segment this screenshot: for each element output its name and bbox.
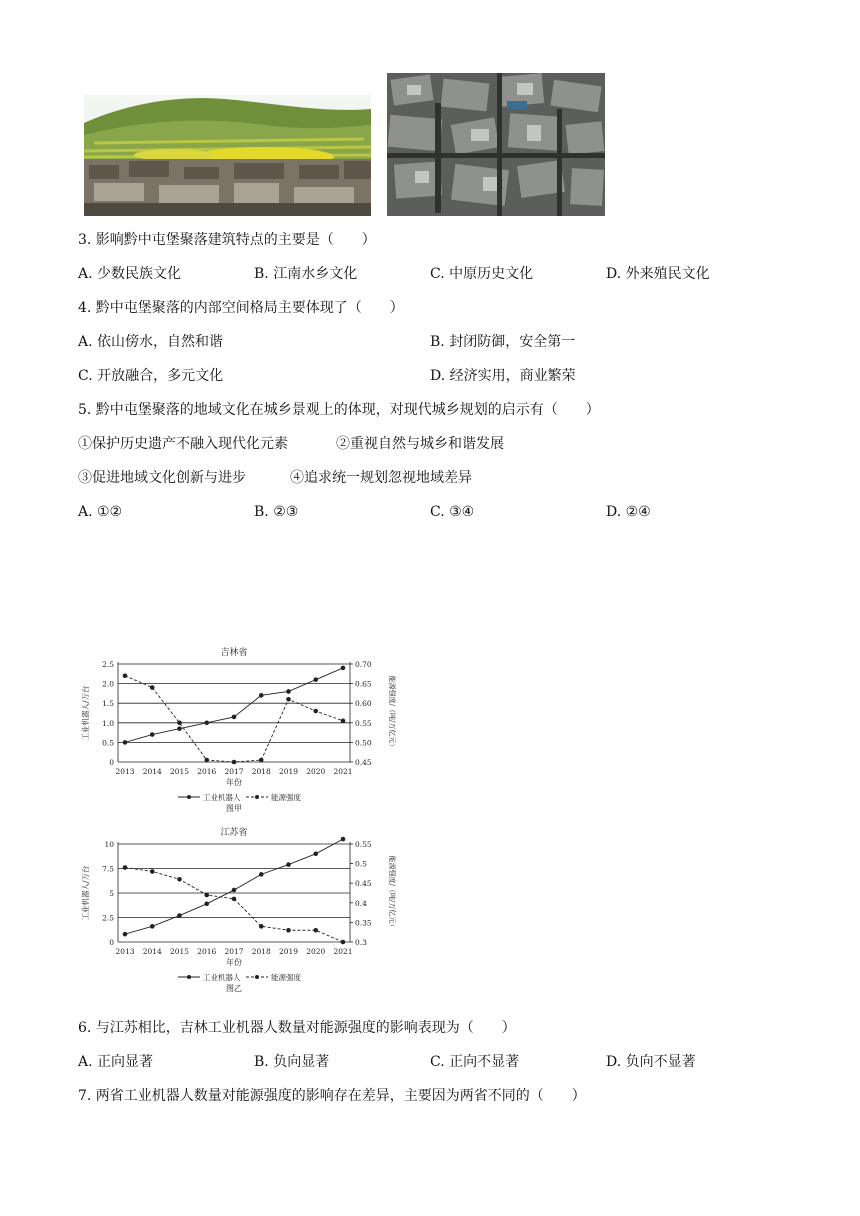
chart2-series-point-energy <box>286 928 291 933</box>
chart2-series-point-energy <box>177 877 182 882</box>
chart1-series-point-robots <box>123 740 128 745</box>
chart1-legend-label-robots: 工业机器人 <box>203 793 241 802</box>
chart2-series-line-energy <box>125 868 343 942</box>
question-5-item-3: ③促进地域文化创新与进步 <box>78 470 246 486</box>
chart2-y-right-tick-label: 0.55 <box>355 840 372 849</box>
chart1-series-point-robots <box>286 689 291 694</box>
chart2-series-line-robots <box>125 839 343 934</box>
question-5-option-d[interactable]: D. ②④ <box>606 504 651 520</box>
chart1-series-point-robots <box>204 721 209 726</box>
chart1-x-tick-label: 2018 <box>251 767 271 776</box>
chart2-series-point-energy <box>259 924 264 929</box>
question-6-stem: 6. 与江苏相比，吉林工业机器人数量对能源强度的影响表现为（ ） <box>78 1020 516 1036</box>
question-5-option-b[interactable]: B. ②③ <box>254 504 299 520</box>
chart1-series-point-energy <box>259 758 264 763</box>
chart1-y-left-tick-label: 0.5 <box>102 738 114 748</box>
question-6-option-a[interactable]: A. 正向显著 <box>78 1054 154 1070</box>
question-3-option-b[interactable]: B. 江南水乡文化 <box>254 266 358 282</box>
question-7-stem: 7. 两省工业机器人数量对能源强度的影响存在差异，主要因为两省不同的（ ） <box>78 1088 586 1104</box>
chart2-x-tick-label: 2021 <box>333 947 353 956</box>
chart1-series-point-energy <box>313 709 318 714</box>
chart2-series-point-energy <box>123 865 128 870</box>
question-3-option-c[interactable]: C. 中原历史文化 <box>430 266 534 282</box>
chart1-y-left-tick-label: 2.5 <box>102 660 114 669</box>
chart1-series-point-energy <box>232 760 237 765</box>
question-4-option-b[interactable]: B. 封闭防御，安全第一 <box>430 334 576 350</box>
question-6-option-c[interactable]: C. 正向不显著 <box>430 1054 520 1070</box>
chart2-x-tick-label: 2019 <box>278 947 299 956</box>
chart2-x-tick-label: 2020 <box>306 947 326 956</box>
chart1-series-point-robots <box>150 732 155 737</box>
chart2-series-point-energy <box>204 893 209 898</box>
chart1-y-right-tick-label: 0.60 <box>355 699 372 709</box>
chart1-y-left-axis-label: 工业机器人/万台 <box>81 685 90 741</box>
chart2-legend-marker-robots <box>187 975 191 979</box>
chart1-series-point-energy <box>286 697 291 702</box>
chart1-legend-label-energy: 能源强度 <box>271 793 301 802</box>
question-6-option-b[interactable]: B. 负向显著 <box>254 1054 330 1070</box>
chart1-y-left-tick-label: 1.5 <box>102 699 114 709</box>
chart1-legend-marker-energy <box>255 795 259 799</box>
chart1-series-point-energy <box>341 719 346 724</box>
chart2-y-right-tick-label: 0.45 <box>355 879 372 889</box>
chart2-y-left-tick-label: 5 <box>109 889 114 898</box>
chart-jiangsu <box>78 822 408 1002</box>
question-5-option-c[interactable]: C. ③④ <box>430 504 475 520</box>
chart1-y-right-tick-label: 0.70 <box>355 660 372 669</box>
chart2-x-tick-label: 2014 <box>142 947 162 956</box>
chart1-x-axis-label: 年份 <box>226 778 242 787</box>
chart1-x-tick-label: 2020 <box>306 767 326 776</box>
question-5-item-1: ①保护历史遗产不融入现代化元素 <box>78 436 288 452</box>
question-5-option-a[interactable]: A. ①② <box>78 504 123 520</box>
chart1-x-tick-label: 2016 <box>197 767 217 776</box>
question-5-item-2: ②重视自然与城乡和谐发展 <box>336 436 504 452</box>
chart1-y-right-tick-label: 0.45 <box>355 758 372 767</box>
chart-jilin <box>78 642 408 822</box>
chart1-y-right-axis-label: 能源强度/（吨/万亿元） <box>388 675 396 751</box>
chart1-series-point-energy <box>123 673 128 678</box>
chart1-series-point-robots <box>259 693 264 698</box>
chart2-series-point-robots <box>204 901 209 906</box>
chart1-x-tick-label: 2019 <box>278 767 299 776</box>
chart2-legend-label-robots: 工业机器人 <box>203 973 241 982</box>
chart2-series-point-robots <box>341 837 346 842</box>
chart2-y-left-tick-label: 7.5 <box>102 864 114 874</box>
chart1-y-left-tick-label: 2.0 <box>102 679 114 689</box>
chart2-y-right-tick-label: 0.3 <box>355 938 367 947</box>
chart2-legend-label-energy: 能源强度 <box>271 973 301 982</box>
question-6-option-d[interactable]: D. 负向不显著 <box>606 1054 696 1070</box>
chart2-series-point-robots <box>259 872 264 877</box>
chart2-y-left-axis-label: 工业机器人/万台 <box>81 865 90 921</box>
chart1-y-left-tick-label: 0 <box>109 758 114 767</box>
chart2-series-point-energy <box>150 869 155 874</box>
chart2-legend-marker-energy <box>255 975 259 979</box>
question-3-stem: 3. 影响黔中屯堡聚落建筑特点的主要是（ ） <box>78 232 376 248</box>
chart1-series-point-energy <box>150 685 155 690</box>
chart2-y-right-tick-label: 0.35 <box>355 918 372 928</box>
chart1-series-point-energy <box>177 721 182 726</box>
question-4-stem: 4. 黔中屯堡聚落的内部空间格局主要体现了（ ） <box>78 300 404 316</box>
question-4-option-a[interactable]: A. 依山傍水，自然和谐 <box>78 334 224 350</box>
chart2-series-point-energy <box>232 897 237 902</box>
chart1-series-point-energy <box>204 758 209 763</box>
chart2-series-point-robots <box>313 852 318 857</box>
chart2-series-point-robots <box>123 932 128 937</box>
question-5-item-4: ④追求统一规划忽视地域差异 <box>290 470 472 486</box>
chart1-x-tick-label: 2014 <box>142 767 162 776</box>
chart2-x-tick-label: 2013 <box>115 947 135 956</box>
chart1-y-left-tick-label: 1.0 <box>102 718 114 728</box>
chart1-series-point-robots <box>177 726 182 731</box>
village-landscape-photo <box>84 95 371 216</box>
question-5-stem: 5. 黔中屯堡聚落的地域文化在城乡景观上的体现，对现代城乡规划的启示有（ ） <box>78 402 600 418</box>
chart1-series-point-robots <box>232 715 237 720</box>
chart1-y-right-tick-label: 0.50 <box>355 738 372 748</box>
chart2-series-point-robots <box>286 862 291 867</box>
chart1-y-right-tick-label: 0.65 <box>355 679 372 689</box>
chart2-x-tick-label: 2016 <box>197 947 217 956</box>
chart2-x-tick-label: 2015 <box>169 947 190 956</box>
chart2-y-right-tick-label: 0.5 <box>355 859 367 869</box>
village-rooftops-photo <box>387 73 605 216</box>
chart2-y-left-tick-label: 0 <box>109 938 114 947</box>
chart1-y-right-tick-label: 0.55 <box>355 718 372 728</box>
question-4-option-c[interactable]: C. 开放融合，多元文化 <box>78 368 224 384</box>
chart2-series-point-energy <box>341 940 346 945</box>
chart1-x-tick-label: 2017 <box>224 767 244 776</box>
chart1-series-point-robots <box>313 677 318 682</box>
chart1-series-line-robots <box>125 668 343 742</box>
chart1-title: 吉林省 <box>220 648 248 658</box>
chart2-x-axis-label: 年份 <box>226 958 242 967</box>
chart2-title: 江苏省 <box>220 828 248 838</box>
chart2-x-tick-label: 2018 <box>251 947 271 956</box>
question-3-option-a[interactable]: A. 少数民族文化 <box>78 266 182 282</box>
chart2-caption: 图乙 <box>226 984 242 993</box>
chart1-x-tick-label: 2015 <box>169 767 190 776</box>
question-4-option-d[interactable]: D. 经济实用，商业繁荣 <box>430 368 576 384</box>
chart2-series-point-robots <box>150 924 155 929</box>
chart1-x-tick-label: 2021 <box>333 767 353 776</box>
chart1-legend-marker-robots <box>187 795 191 799</box>
chart1-series-point-robots <box>341 666 346 671</box>
chart2-y-right-tick-label: 0.4 <box>355 898 367 908</box>
chart2-series-point-energy <box>313 928 318 933</box>
chart1-caption: 图甲 <box>226 804 242 813</box>
chart1-x-tick-label: 2013 <box>115 767 135 776</box>
chart2-series-point-robots <box>177 913 182 918</box>
chart2-y-left-tick-label: 10 <box>104 840 114 849</box>
chart2-y-right-axis-label: 能源强度/（吨/万亿元） <box>388 855 396 931</box>
question-3-option-d[interactable]: D. 外来殖民文化 <box>606 266 710 282</box>
chart2-x-tick-label: 2017 <box>224 947 244 956</box>
chart2-y-left-tick-label: 2.5 <box>102 913 114 923</box>
chart2-series-point-robots <box>232 888 237 893</box>
